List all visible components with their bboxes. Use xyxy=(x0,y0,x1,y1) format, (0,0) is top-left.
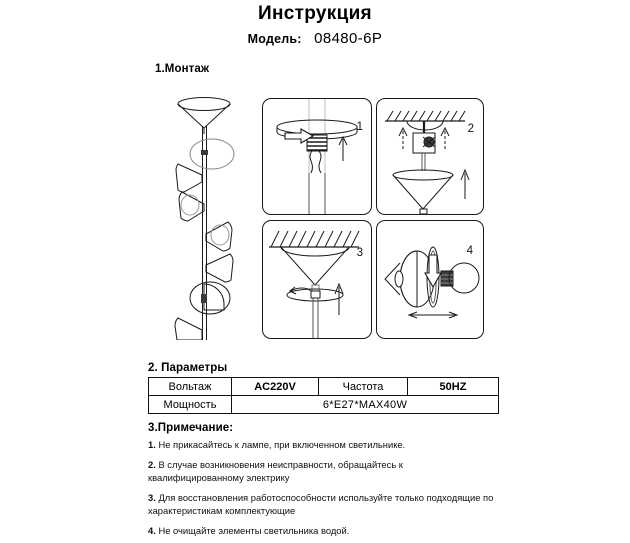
assembly-step-panel-1 xyxy=(262,98,372,215)
page-title: Инструкция xyxy=(258,3,372,24)
list-item xyxy=(148,491,498,518)
list-item xyxy=(148,458,498,485)
note-text: Не очищайте элементы светильника водой. xyxy=(158,524,350,536)
table-row xyxy=(149,378,499,396)
panel-number-3: 3 xyxy=(356,247,363,259)
floor-lamp-illustration xyxy=(148,92,260,340)
note-index: 3. xyxy=(148,491,156,503)
panel-number-1: 1 xyxy=(356,121,363,133)
param-frequency-value: 50HZ xyxy=(408,378,499,396)
assembly-steps-grid xyxy=(262,98,484,339)
note-index: 2. xyxy=(148,458,156,470)
assembly-step-panel-3 xyxy=(262,220,372,339)
param-voltage-value: AC220V xyxy=(232,378,319,396)
model-row xyxy=(0,30,630,48)
notes-list xyxy=(148,438,498,543)
list-item xyxy=(148,438,498,452)
list-item xyxy=(148,524,498,538)
param-power-label: Мощность xyxy=(149,396,232,414)
section-heading-assembly: 1.Монтаж xyxy=(155,63,210,75)
note-text: Не прикасайтесь к лампе, при включенном светильнике. xyxy=(158,439,406,450)
table-row xyxy=(149,396,499,414)
note-text: Для восстановления работоспособности используйте только подходящие по характеристикам комплектующие xyxy=(148,491,494,516)
param-frequency-label: Частота xyxy=(319,378,408,396)
panel-number-4: 4 xyxy=(466,245,473,257)
assembly-step-panel-2 xyxy=(376,98,484,215)
model-value: 08480-6P xyxy=(314,30,383,47)
parameters-table xyxy=(148,377,499,414)
note-index: 4. xyxy=(148,524,156,536)
model-label: Модель: xyxy=(247,32,302,46)
param-voltage-label: Вольтаж xyxy=(149,378,232,396)
assembly-step-panel-4 xyxy=(376,220,484,339)
panel-number-2: 2 xyxy=(467,123,474,135)
param-power-value: 6*E27*MAX40W xyxy=(232,396,499,414)
section-heading-notes: 3.Примечание: xyxy=(148,422,234,434)
section-heading-parameters: 2. Параметры xyxy=(148,362,228,374)
note-text: В случае возникновения неисправности, обращайтесь к квалифицированному электрику xyxy=(148,458,403,483)
note-index: 1. xyxy=(148,439,156,450)
